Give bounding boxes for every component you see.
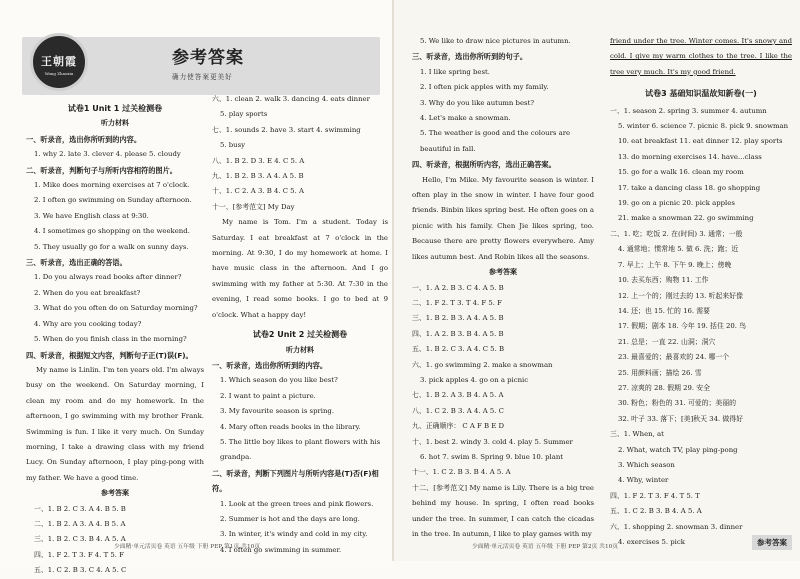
answer-line: 九、1. B 2. B 3. A 4. A 5. B — [212, 172, 304, 181]
paragraph: Hello, I'm Mike. My favourite season is winter. I often play in the snow in winter. I have four good friends. Binbin likes spring best. He often goes on a picnic with his family. Chen Jie likes spring, too. Because there are pretty flowers everywhere. Amy likes autumn best. And Robin likes all the seasons. — [412, 175, 594, 261]
answer-line: 八、1. B 2. D 3. E 4. C 5. A — [212, 156, 305, 165]
page-gutter — [392, 0, 394, 561]
essay-heading: 十一、[参考范文] My Day — [212, 202, 295, 211]
section-heading: 四、听录音，根据所听内容，选出正确答案。 — [412, 160, 556, 170]
answer-line: 七、1. B 2. A 3. B 4. A 5. A — [412, 391, 504, 400]
section-heading: 二、听录音，判断下列图片与所听内容是(T)否(F)相符。 — [212, 468, 379, 494]
header-banner — [22, 37, 380, 95]
answer-line: 3. pick apples 4. go on a picnic — [420, 375, 529, 384]
section-heading: 二、听录音，判断句子与所听内容相符的图片。 — [26, 165, 177, 175]
answer-line: 23. 最喜爱的；最喜欢的 24. 哪一个 — [618, 353, 730, 362]
answer-line: 14. 还；也 15. 忙的 16. 需要 — [618, 306, 711, 315]
answer-line: 五、1. C 2. B 3. C 4. A 5. C — [34, 566, 127, 575]
text-line: 3. Why do you like autumn best? — [420, 98, 535, 107]
text-line: 4. Let's make a snowman. — [420, 114, 511, 123]
answer-line: 二、1. B 2. A 3. A 4. B 5. A — [34, 519, 126, 528]
text-line: 3. My favourite season is spring. — [220, 407, 335, 416]
answer-line: 三、1. When, at — [610, 430, 664, 439]
section-heading: 一、听录音，选出你所听到的内容。 — [26, 134, 142, 144]
answer-line: 4. exercises 5. pick — [618, 538, 685, 546]
answer-line: 21. 总是；一直 22. 山洞；洞穴 — [618, 337, 716, 346]
answer-line: 三、1. B 2. C 3. B 4. A 5. A — [34, 535, 126, 544]
text-line: 5. The little boy likes to plant flowers with his grandpa. — [220, 437, 381, 462]
answer-line: 八、1. C 2. B 3. A 4. A 5. C — [412, 406, 504, 415]
section-heading: 三、听录音，选出正确的答语。 — [26, 258, 127, 268]
answer-line: 21. make a snowman 22. go swimming — [618, 214, 754, 223]
test-title: 试卷1 Unit 1 过关检测卷 — [67, 104, 163, 113]
answer-line: 四、1. F 2. T 3. F 4. T 5. F — [34, 550, 124, 559]
answer-line: 6. hot 7. swim 8. Spring 9. blue 10. plant — [420, 452, 564, 461]
text-line: 4. Why are you cooking today? — [34, 319, 142, 328]
answer-line: 二、1. 吃；吃饭 2. 在(时间) 3. 通常；一般 — [610, 229, 743, 238]
text-line: 1. Look at the green trees and pink flowers. — [220, 499, 374, 508]
answer-line: 27. 凉爽的 28. 假期 29. 安全 — [618, 383, 711, 392]
answer-line: 5. winter 6. science 7. picnic 8. pick 9. snowman — [618, 122, 789, 131]
answer-line: 4. 通常地；惯常地 5. 做 6. 洗；跑；近 — [618, 245, 739, 254]
answer-line: 六、1. shopping 2. snowman 3. dinner — [610, 522, 743, 531]
text-line: 5. The weather is good and the colours are beautiful in fall. — [420, 129, 571, 153]
text-line: 3. In winter, it's windy and cold in my city. — [220, 530, 368, 539]
answer-line: 12. 上一个的；刚过去的 13. 听起来好像 — [618, 291, 743, 300]
answer-line: 四、1. F 2. T 3. F 4. T 5. T — [610, 491, 700, 500]
answer-line: 二、1. F 2. T 3. T 4. F 5. F — [412, 298, 502, 307]
answer-line: 三、1. B 2. B 3. A 4. A 5. B — [412, 314, 504, 323]
text-line: 4. Mary often reads books in the library. — [220, 422, 361, 431]
text-line: 2. I want to paint a picture. — [220, 391, 316, 400]
answer-key-tag: 参考答案 — [752, 535, 792, 550]
answer-line: 13. do morning exercises 14. have...class — [618, 152, 762, 161]
text-line: 3. What do you often do on Saturday morning? — [34, 304, 198, 313]
text-line: 4. I often go swimming in summer. — [220, 545, 342, 554]
answer-line: 7. 早上；上午 8. 下午 9. 晚上；傍晚 — [618, 260, 732, 269]
answer-line: 25. 用颜料画；描绘 26. 雪 — [618, 368, 702, 377]
text-line: 1. why 2. late 3. clever 4. please 5. cloudy — [34, 150, 181, 159]
page-subtitle: 确力使答案更美好 — [172, 73, 233, 81]
section-heading: 参考答案 — [489, 268, 517, 277]
section-heading: 参考答案 — [101, 489, 129, 498]
answer-line: 32. 叶子 33. 落下；[美]秋天 34. 做得好 — [618, 414, 743, 423]
section-heading: 听力材料 — [286, 345, 314, 354]
answer-line: 六、1. go swimming 2. make a snowman — [412, 360, 553, 369]
text-line: 3. We have English class at 9:30. — [34, 211, 149, 220]
answer-line: 5. busy — [220, 141, 246, 150]
text-line: 1. Mike does morning exercises at 7 o'clock. — [34, 181, 190, 190]
answer-line: 五、1. B 2. C 3. A 4. C 5. B — [412, 345, 505, 354]
answer-line: 3. Which season — [618, 460, 675, 469]
text-line: 5. We like to draw nice pictures in autumn. — [420, 37, 571, 45]
text-line: 1. Which season do you like best? — [220, 376, 338, 385]
text-line: 5. When do you finish class in the morning? — [34, 335, 187, 344]
answer-line: 七、1. sounds 2. have 3. start 4. swimming — [212, 125, 361, 134]
answer-line: 10. eat breakfast 11. eat dinner 12. play sports — [618, 137, 783, 146]
answer-line: 17. take a dancing class 18. go shopping — [618, 183, 761, 192]
answer-line: 30. 粉色；粉色的 31. 可爱的；美丽的 — [618, 399, 737, 408]
answer-line: 一、1. A 2. B 3. C 4. A 5. B — [412, 283, 504, 292]
answer-line: 十、1. best 2. windy 3. cold 4. play 5. Summer — [412, 437, 573, 446]
logo-text: 王朝霞 — [41, 55, 77, 68]
section-heading: 三、听录音，选出你所听到的句子。 — [412, 52, 528, 62]
answer-line: 15. go for a walk 16. clean my room — [618, 168, 744, 177]
column-1 — [26, 101, 204, 579]
text-line: 2. When do you eat breakfast? — [34, 288, 141, 297]
answer-line: 10. 去买东西；购物 11. 工作 — [618, 276, 709, 285]
answer-line: 五、1. C 2. B 3. B 4. A 5. A — [610, 507, 702, 516]
text-line: 2. Summer is hot and the days are long. — [220, 514, 360, 523]
logo-subtext: Wang Zhaoxia — [44, 71, 74, 76]
section-heading: 四、听录音，根据短文内容，判断句子正(T)误(F)。 — [26, 350, 193, 360]
answer-line: 九、正确顺序： C A F B E D — [412, 422, 505, 431]
footer-right: 少面精·单元活页卷 英语 五年级 下册 PEP 第2页 共10页 — [472, 544, 619, 550]
answer-line: 一、1. B 2. C 3. A 4. B 5. B — [34, 504, 126, 513]
page-title: 参考答案 — [172, 48, 244, 68]
text-line: 2. I often go swimming on Sunday afternoon. — [34, 196, 192, 205]
section-heading: 听力材料 — [101, 119, 129, 128]
test-title: 试卷2 Unit 2 过关检测卷 — [252, 330, 348, 340]
text-line: 1. Do you always read books after dinner? — [34, 273, 182, 282]
text-line: 5. They usually go for a walk on sunny days. — [34, 242, 189, 251]
paragraph: My name is Linlin. I'm ten years old. I'm always busy on the weekend. On Saturday morning, I clean my room and do my homework. In the afternoon, I go swimming with my brother Frank. Swimming is fun. I like it very much. On Sunday morning, I take a drawing class with my friend Lucy. On Sunday afternoon, I play ping-pong with my father. We have a good time. — [26, 365, 204, 482]
paragraph: My name is Tom. I'm a student. Today is Saturday. I eat breakfast at 7 o'clock in the morning. At 9:30, I do my homework at home. I have music class in the afternoon. And I go swimming with my father at 5:30. At 7:30 in the evening, I read some books. I go to bed at 9 o'clock. What a happy day! — [212, 218, 388, 319]
answer-line: 5. play sports — [220, 110, 268, 119]
column-4 — [610, 34, 792, 550]
test-title: 试卷3 基础知识温故知新卷(一) — [645, 89, 757, 99]
answer-line: 一、1. season 2. spring 3. summer 4. autumn — [610, 106, 767, 115]
answer-line: 4. Why, winter — [618, 476, 669, 485]
section-heading: 一、听录音，选出你所听到的内容。 — [212, 360, 328, 370]
answer-line: 四、1. A 2. B 3. B 4. A 5. B — [412, 329, 504, 338]
answer-line: 十一、1. C 2. B 3. B 4. A 5. A — [412, 468, 511, 477]
text-line: 4. I sometimes go shopping on the weekend. — [34, 227, 190, 236]
answer-line: 2. What, watch TV, play ping-pong — [618, 445, 738, 454]
answer-line: 六、1. clean 2. walk 3. dancing 4. eats dinner — [212, 95, 370, 103]
column-2 — [212, 92, 388, 558]
brand-logo — [30, 33, 88, 91]
answer-line: 19. go on a picnic 20. pick apples — [618, 199, 735, 208]
text-line: 2. I often pick apples with my family. — [420, 83, 549, 92]
answer-line: 十、1. C 2. A 3. B 4. C 5. A — [212, 187, 304, 196]
paragraph: 十二、[参考范文] My name is Lily. There is a big tree behind my house. In spring, I often read books under the tree. In summer, I can catch the cicadas in the tree. In autumn, I like to play games with my — [412, 483, 594, 538]
answer-line: 17. 假期；剧本 18. 今年 19. 括住 20. 鸟 — [618, 322, 747, 331]
text-line: 1. I like spring best. — [420, 67, 490, 76]
footer-left: 少面精·单元活页卷 英语 五年级 下册 PEP 第1页 共10页 — [114, 544, 261, 550]
column-3 — [412, 34, 594, 542]
paragraph: friend under the tree. Winter comes. It's snowy and cold. I give my warm clothes to the tree. I like the tree very much. It's my good friend. — [610, 37, 792, 76]
